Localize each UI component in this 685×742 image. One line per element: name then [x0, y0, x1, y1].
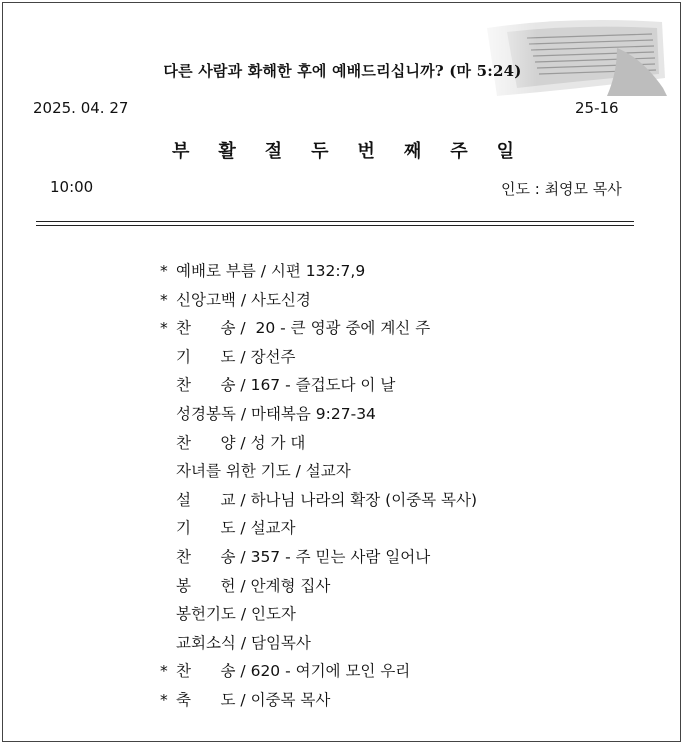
- bulletin-date: 2025. 04. 27: [33, 99, 129, 117]
- service-title: 부활절두번째주일: [171, 141, 544, 162]
- order-item-text: 봉 헌 / 안계형 집사: [176, 576, 331, 595]
- order-item-text: 찬 양 / 성 가 대: [176, 433, 306, 452]
- order-item-text: 기 도 / 설교자: [176, 519, 296, 538]
- order-item-text: 기 도 / 장선주: [176, 347, 296, 366]
- standing-mark: *: [160, 290, 168, 309]
- service-time: 10:00: [50, 178, 94, 196]
- divider-line: [36, 225, 634, 226]
- order-item-text: 설 교 / 하나님 나라의 확장 (이중목 목사): [176, 490, 478, 509]
- issue-number: 25-16: [575, 99, 619, 117]
- service-leader: 인도 : 최영모 목사: [501, 180, 622, 198]
- order-item-text: 봉헌기도 / 인도자: [176, 605, 296, 624]
- newspaper-icon: [467, 18, 667, 96]
- standing-mark: *: [160, 262, 168, 280]
- order-item-text: 성경봉독 / 마태복음 9:27-34: [176, 405, 376, 423]
- standing-mark: *: [160, 662, 168, 681]
- standing-mark: *: [160, 319, 168, 338]
- order-item-text: 교회소식 / 담임목사: [176, 633, 311, 652]
- order-item-text: 찬 송 / 20 - 큰 영광 중에 계신 주: [176, 319, 431, 338]
- order-item-text: 찬 송 / 357 - 주 믿는 사람 일어나: [176, 548, 431, 566]
- header-verse: 다른 사람과 화해한 후에 예배드리십니까? (마 5:24): [163, 62, 522, 80]
- standing-mark: *: [160, 691, 168, 709]
- divider-line: [36, 221, 634, 222]
- order-item-text: 찬 송 / 620 - 여기에 모인 우리: [176, 662, 411, 681]
- order-item-text: 예배로 부름 / 시편 132:7,9: [176, 262, 366, 280]
- order-item-text: 축 도 / 이중목 목사: [176, 691, 331, 709]
- order-item-text: 자녀를 위한 기도 / 설교자: [176, 462, 351, 481]
- order-item-text: 찬 송 / 167 - 즐겁도다 이 날: [176, 376, 396, 395]
- order-item-text: 신앙고백 / 사도신경: [176, 290, 311, 309]
